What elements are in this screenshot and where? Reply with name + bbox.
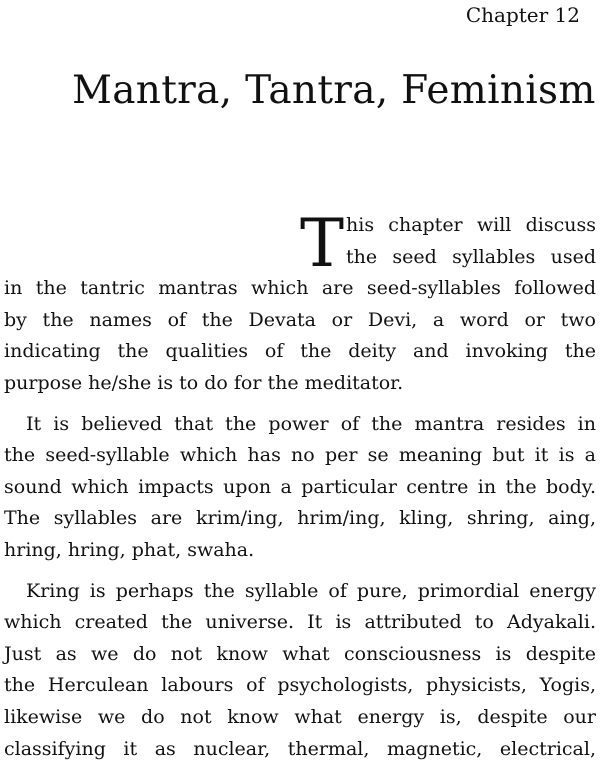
text-line: which created the universe. It is attributed to Adyakali. (4, 607, 596, 639)
text-line: in the tantric mantras which are seed-syllables followed (4, 273, 596, 305)
text-line: the Herculean labours of psychologists, physicists, Yogis, (4, 670, 596, 702)
text-line: hring, hring, phat, swaha. (4, 535, 596, 567)
text-line: The syllables are krim/ing, hrim/ing, kling, shring, aing, (4, 503, 596, 535)
text-line: his chapter will discuss (4, 210, 596, 242)
text-line: likewise we do not know what energy is, despite our (4, 702, 596, 734)
chapter-title: Mantra, Tantra, Feminism (72, 66, 596, 116)
text-line: It is believed that the power of the mantra resides in (4, 409, 596, 441)
text-line: sound which impacts upon a particular centre in the body. (4, 472, 596, 504)
chapter-label: Chapter 12 (466, 2, 580, 28)
paragraph-gap (4, 400, 596, 409)
text-line: classifying it as nuclear, thermal, magnetic, electrical, (4, 734, 596, 765)
paragraph-gap (4, 567, 596, 576)
text-line: indicating the qualities of the deity and invoking the (4, 336, 596, 368)
text-line: by the names of the Devata or Devi, a word or two (4, 305, 596, 337)
drop-cap: T (300, 214, 344, 274)
text-line: Just as we do not know what consciousness is despite (4, 639, 596, 671)
text-line: Kring is perhaps the syllable of pure, primordial energy (4, 576, 596, 608)
text-line: the seed-syllable which has no per se meaning but it is a (4, 440, 596, 472)
text-line: purpose he/she is to do for the meditator. (4, 368, 596, 400)
text-line: the seed syllables used (4, 242, 596, 274)
body-text (4, 210, 596, 765)
